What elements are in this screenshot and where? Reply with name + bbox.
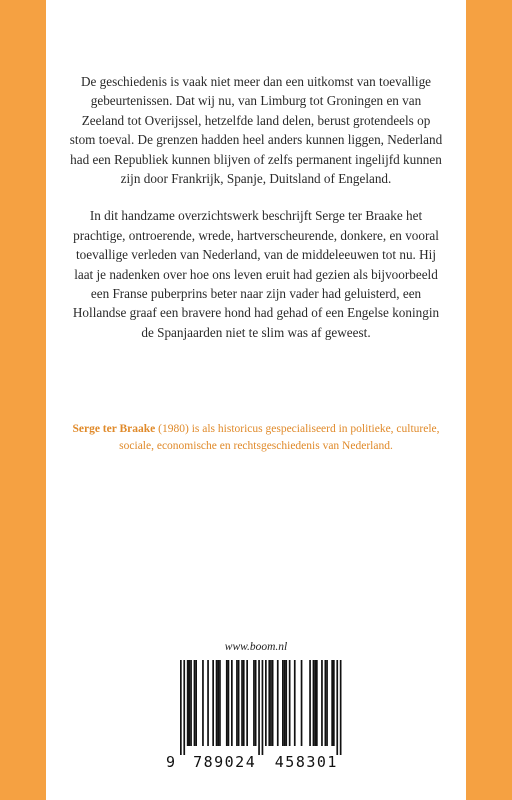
author-name: Serge ter Braake [72, 423, 156, 435]
barcode-bar [246, 660, 248, 746]
barcode-bar [183, 660, 185, 755]
blurb-text [68, 72, 444, 360]
barcode-bar [212, 660, 214, 746]
barcode-bar [314, 660, 316, 746]
barcode-bar [258, 660, 260, 755]
barcode-bar [285, 660, 287, 746]
barcode-bar [270, 660, 272, 746]
author-bio [64, 421, 448, 454]
barcode-bar [340, 660, 342, 755]
barcode-bar [268, 660, 270, 746]
barcode-bar [331, 660, 333, 746]
barcode-bar [190, 660, 192, 746]
barcode-bar [272, 660, 274, 746]
barcode-bar [309, 660, 311, 746]
barcode-bar [217, 660, 219, 746]
barcode-bar [187, 660, 189, 746]
barcode-bar [262, 660, 264, 755]
barcode-bar [289, 660, 291, 746]
publisher-url[interactable]: www.boom.nl [224, 641, 288, 653]
barcode-bar [282, 660, 284, 746]
barcode-bar [313, 660, 315, 746]
barcode-bar [333, 660, 335, 746]
barcode-bar [326, 660, 328, 746]
barcode-bar [202, 660, 204, 746]
barcode-bar [189, 660, 191, 746]
barcode-bar [241, 660, 243, 746]
barcode-bar [226, 660, 228, 746]
author-bio-text: (1980) is als historicus gespecialiseerd in politieke, culturele, sociale, economische en rechtsgeschiedenis van Nederland. [119, 423, 440, 452]
barcode-bar [284, 660, 286, 746]
back-cover [46, 0, 466, 800]
barcode-bar [243, 660, 245, 746]
barcode-bar [207, 660, 209, 746]
barcode-bar [253, 660, 255, 746]
isbn-right-group: 458301 [274, 753, 338, 771]
barcode-bar [228, 660, 230, 746]
barcode-bar [219, 660, 221, 746]
barcode-bar [316, 660, 318, 746]
barcode-bar [325, 660, 327, 746]
barcode-bar [294, 660, 296, 746]
barcode-bar [194, 660, 196, 746]
right-orange-band [466, 0, 512, 800]
isbn-left-group: 789024 [193, 753, 257, 771]
blurb-paragraph-1: De geschiedenis is vaak niet meer dan een uitkomst van toevallige gebeurtenissen. Dat wij nu, van Limburg tot Groningen en van Zeeland tot Overijssel, hetzelfde land delen, berust grotendeels op stom toeval. De grenzen hadden heel anders kunnen liggen, Nederland had een Republiek kunnen blijven of zelfs permanent ingelijfd kunnen zijn door Frankrijk, Spanje, Duitsland of Engeland. [69, 74, 443, 187]
isbn-first-digit: 9 [166, 753, 177, 771]
barcode-bar [336, 660, 338, 755]
barcode-bar [216, 660, 218, 746]
barcode-bars [166, 660, 351, 755]
barcode-bar [231, 660, 233, 746]
barcode-bar [277, 660, 279, 746]
barcode-bar [238, 660, 240, 746]
barcode-bar [236, 660, 238, 746]
blurb-paragraph-2: In dit handzame overzichtswerk beschrijft Serge ter Braake het prachtige, ontroerende, wrede, hartverscheurende, donkere, en vooral toevallige verleden van Nederland, van de middeleeuwen tot nu. Hij laat je nadenken over hoe ons leven eruit had gezien als bijvoorbeeld een Franse puberprins beter naar zijn vader had geluisterd, een Hollandse graaf een bravere hond had gehad of een Engelse koningin de Spanjaarden niet te slim was af geweest. [72, 208, 440, 340]
barcode-bar [255, 660, 257, 746]
barcode-bar [301, 660, 303, 746]
isbn-number [166, 753, 351, 771]
barcode-bar [180, 660, 182, 755]
isbn-barcode [166, 660, 351, 770]
barcode-bar [195, 660, 197, 746]
left-orange-band [0, 0, 46, 800]
barcode-bar [265, 660, 267, 746]
barcode-bar [321, 660, 323, 746]
